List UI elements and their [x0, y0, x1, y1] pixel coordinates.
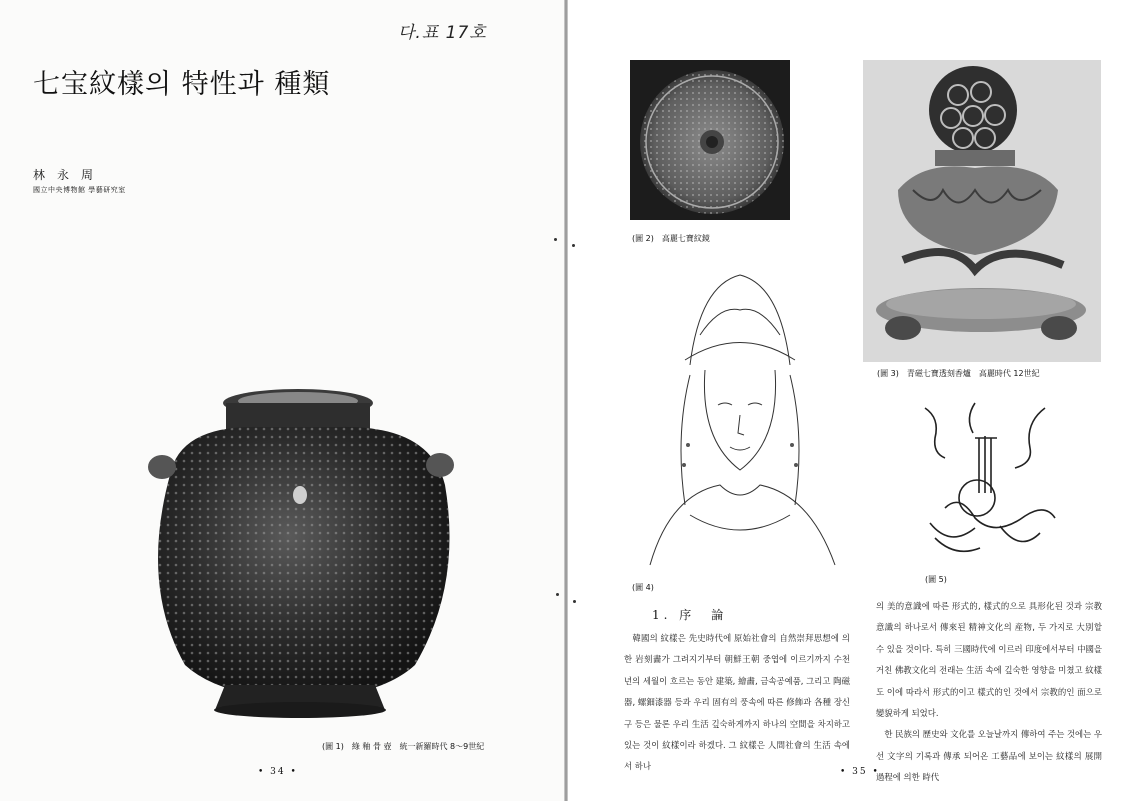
book-gutter	[564, 0, 568, 801]
bronze-mirror-photo	[630, 60, 790, 220]
author-block	[33, 166, 163, 183]
page-number-right: • 35 •	[840, 767, 880, 777]
body-paragraph: 한 民族의 歷史와 文化를 오늘날까지 傳하여 주는 것에는 우선 文字의 기록과 傳承 되어온 工藝品에 보이는 紋樣의 展開過程에 의한 時代	[876, 729, 1102, 783]
seven-treasures-ornament-drawing	[905, 398, 1065, 570]
figure-3-caption: (圖 3) 青磁七寶透刻香爐 高麗時代 12世紀	[877, 369, 1040, 378]
article-title: 七宝紋樣의 特性과 種類	[33, 69, 331, 100]
body-text-column-right	[876, 596, 1102, 789]
figure-5-caption: (圖 5)	[925, 575, 947, 584]
author-name-text: 林 永 周	[33, 168, 94, 182]
author-affiliation: 國立中央博物館 學藝研究室	[33, 186, 126, 194]
body-paragraph: 의 美的意識에 따른 形式的, 樣式的으로 具形化된 것과 宗教意識의 하나로서 傳來된 精神文化의 産物, 두 가지로 大別할 수 있을 것이다. 특히 三國時代에 이르러 印度에서부터 中國을 거친 佛教文化의 전래는 生活 속에 깊숙한 영향을 미쳤고 紋樣도 이에 따라서 形式的이고 樣式的인 것에서 宗教的인 面으로 變貌하게 되었다.	[876, 601, 1102, 719]
scan-speck	[556, 593, 559, 596]
figure-2-caption: (圖 2) 高麗七寶紋鏡	[632, 234, 710, 243]
left-page	[0, 0, 565, 801]
section-heading: 1. 序 論	[652, 608, 728, 622]
figure-1-caption: (圖 1) 綠 釉 骨 壺 統一新羅時代 8～9世紀	[322, 742, 485, 751]
incense-burner-photo	[863, 60, 1101, 362]
body-paragraph: 韓國의 紋樣은 先史時代에 原始社會의 自然崇拜思想에 의한 岩刻畵가 그려지기부터 朝鮮王朝 중엽에 이르기까지 수천년의 세월이 흐르는 동안 建築, 繪畵, 금속공예품, 그리고 陶磁器, 螺鈿漆器 등과 우리 固有의 풍속에 따른 修飾과 各種 장신구 등은 물론 우리 生活 깊숙하게까지 하나의 空間을 차지하고 있는 것이 紋樣이라 하겠다. 그 紋樣은 人間社會의 生活 속에서 하나	[624, 633, 850, 772]
scan-speck	[572, 244, 575, 247]
celadon-jar-photo	[140, 385, 460, 720]
bodhisattva-drawing	[630, 265, 855, 577]
scan-speck	[573, 600, 576, 603]
author-name	[33, 166, 163, 183]
handwritten-note: 다.표 17호	[398, 23, 487, 43]
figure-4-caption: (圖 4)	[632, 583, 654, 592]
body-text-column-left	[624, 628, 850, 778]
scan-speck	[554, 238, 557, 241]
page-number-left: • 34 •	[258, 767, 298, 777]
